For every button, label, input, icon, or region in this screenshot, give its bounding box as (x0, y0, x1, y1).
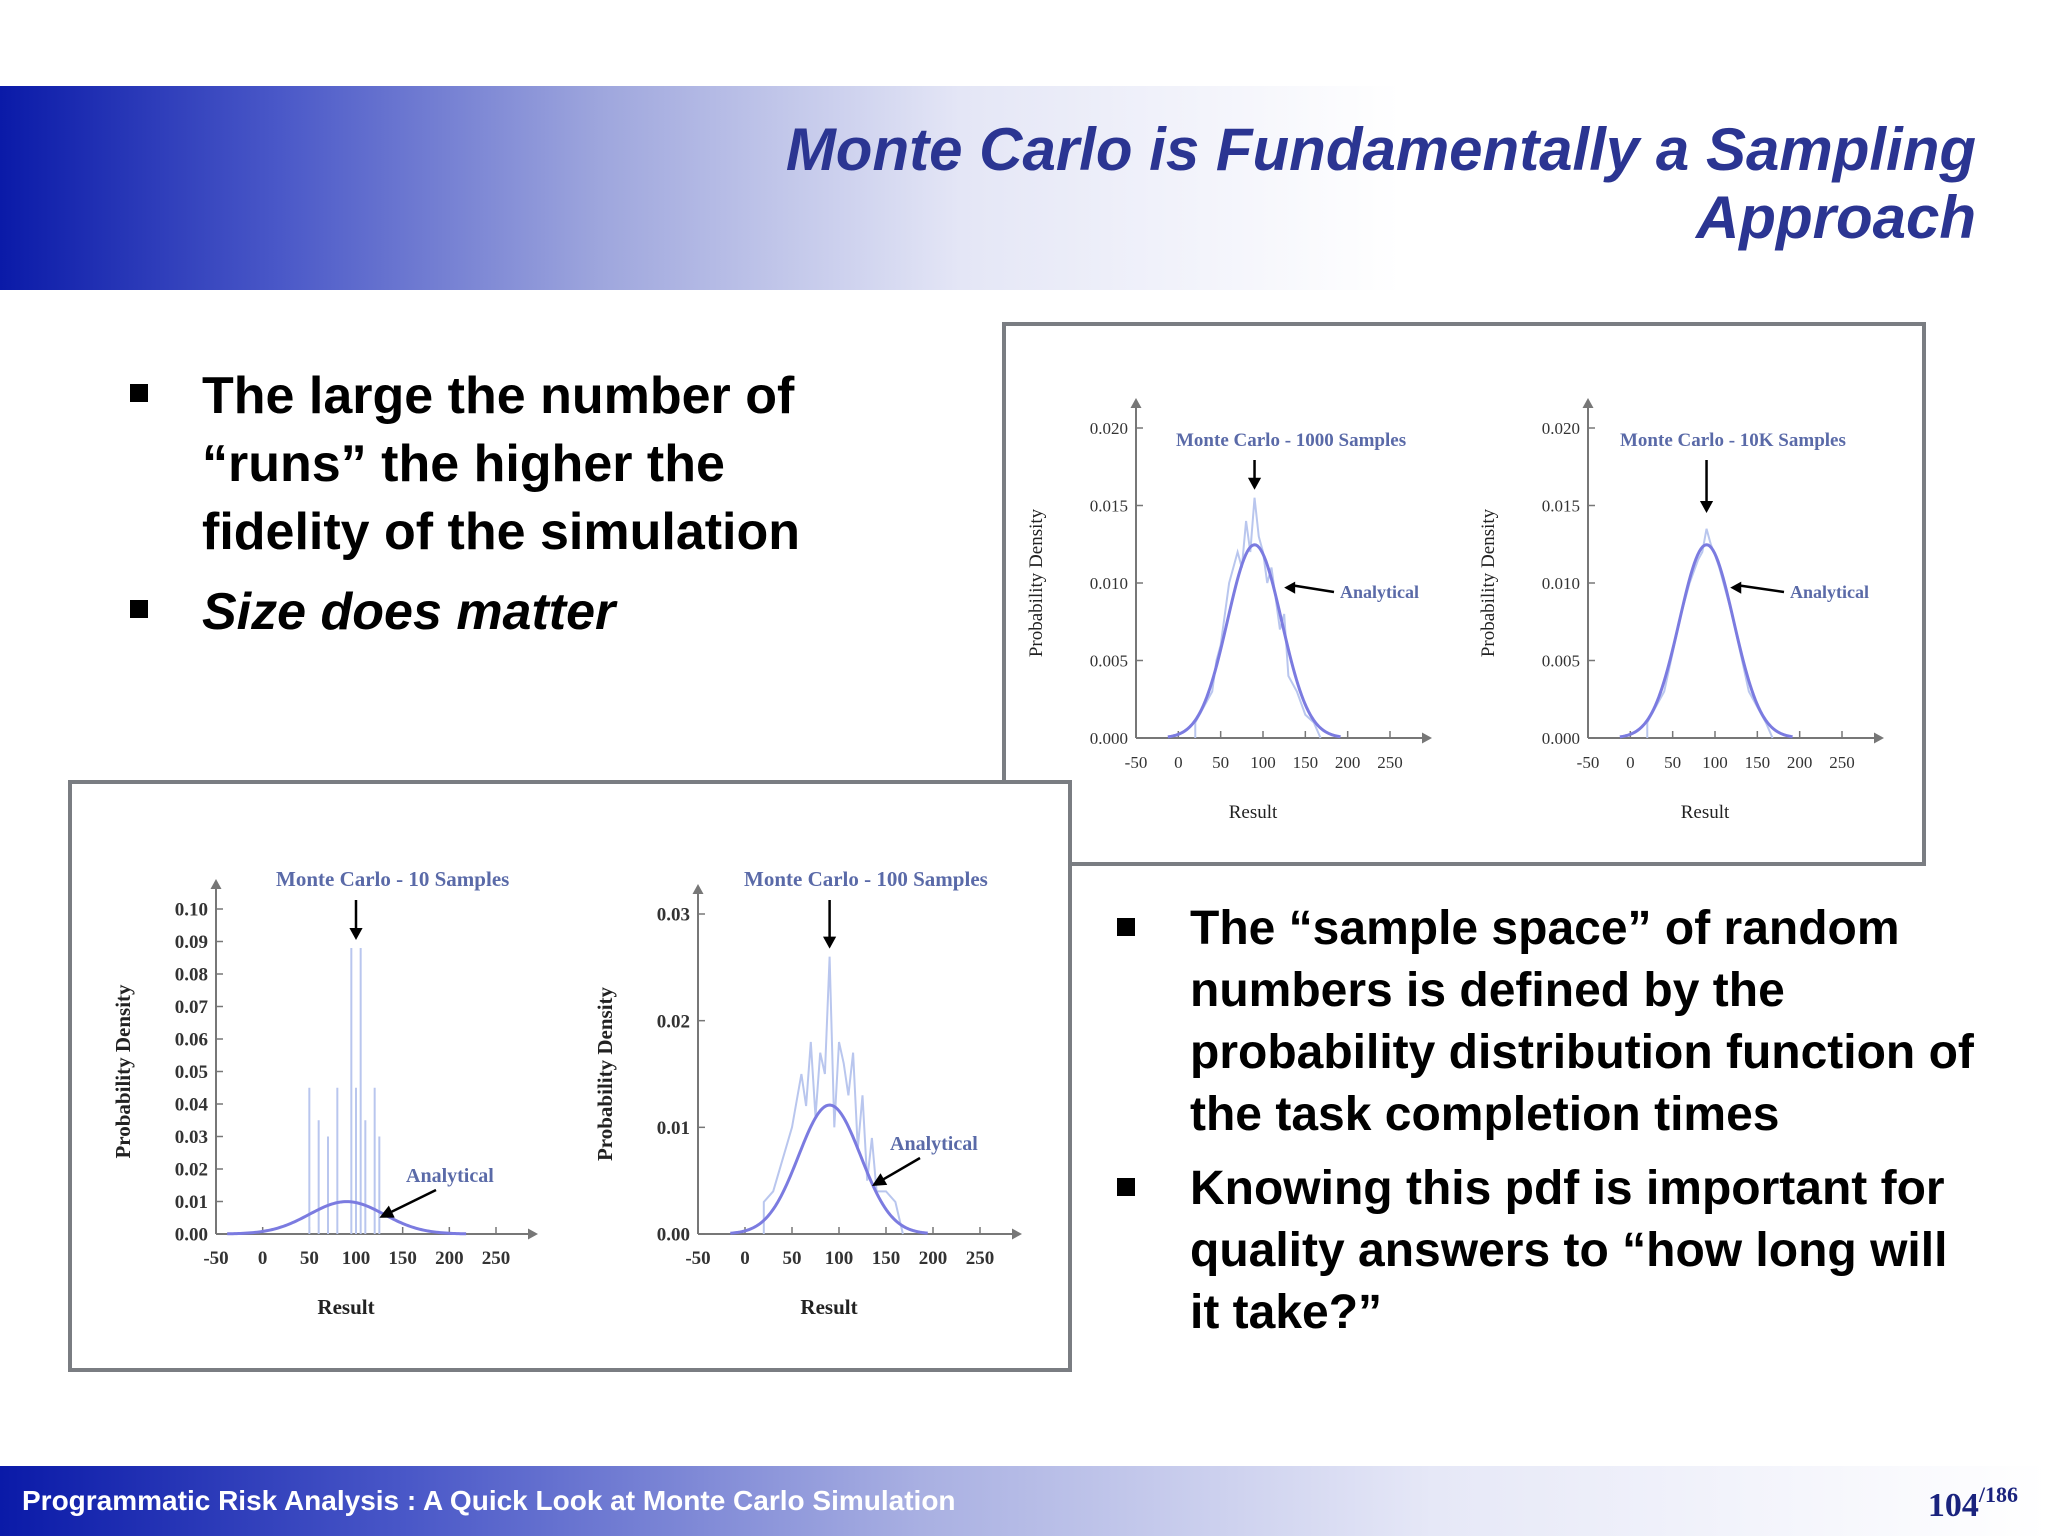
bullet-item (202, 578, 822, 646)
bullet-item (1190, 898, 1990, 1146)
chart-title: Monte Carlo - 10 Samples (276, 867, 510, 891)
y-tick-label: 0.05 (174, 1062, 208, 1084)
y-tick-label: 0.07 (174, 997, 208, 1019)
y-tick-label: 0.015 (1541, 496, 1580, 516)
bullet-text: The large the number of “runs” the higher the fidelity of the simulation (202, 367, 801, 561)
x-tick-label: 250 (481, 1248, 511, 1269)
chart (593, 867, 1022, 1319)
analytical-curve (1168, 545, 1341, 737)
y-tick-label: 0.04 (174, 1094, 208, 1116)
annotation-line (1294, 586, 1334, 592)
y-tick-label: 0.01 (174, 1192, 208, 1214)
y-tick-label: 0.09 (174, 932, 208, 954)
x-tick-label: 100 (341, 1248, 371, 1269)
x-tick-label: -50 (203, 1248, 229, 1269)
x-tick-label: 0 (740, 1248, 750, 1269)
y-tick-label: 0.00 (656, 1224, 690, 1246)
y-axis-arrow-icon (1131, 398, 1142, 408)
right-bullet-list (1190, 898, 1990, 1356)
chart-title: Monte Carlo - 10K Samples (1620, 430, 1846, 451)
y-tick-label: 0.00 (174, 1224, 208, 1246)
charts-1000-10k-samples (1006, 326, 1922, 862)
y-tick-label: 0.10 (174, 899, 208, 921)
y-tick-label: 0.000 (1089, 728, 1128, 748)
left-bullet-list (202, 362, 822, 658)
bullet-text: Size does matter (202, 583, 616, 641)
monte-carlo-trace (1647, 529, 1772, 738)
x-tick-label: 250 (965, 1248, 995, 1269)
slide-title: Monte Carlo is Fundamentally a Sampling Approach (785, 116, 1976, 251)
arrow-left-icon (1730, 582, 1741, 594)
analytical-label: Analytical (890, 1133, 978, 1155)
x-tick-label: 150 (871, 1248, 901, 1269)
y-tick-label: 0.020 (1089, 418, 1128, 438)
analytical-curve (1620, 545, 1793, 737)
bullet-text: The “sample space” of random numbers is defined by the probability distribution function of the task completion times (1190, 902, 1974, 1141)
bullet-square-icon (1117, 918, 1135, 936)
title-band (0, 86, 2000, 290)
figure-large-samples (1002, 322, 1926, 866)
arrow-down-icon (823, 937, 836, 949)
y-tick-label: 0.03 (174, 1127, 208, 1149)
charts-10-100-samples (72, 784, 1068, 1368)
x-tick-label: 50 (782, 1248, 802, 1269)
x-tick-label: 200 (918, 1248, 948, 1269)
monte-carlo-trace (764, 957, 903, 1234)
bullet-square-icon (1117, 1178, 1135, 1196)
annotation-line (1740, 586, 1784, 592)
x-axis-label: Result (800, 1295, 858, 1319)
figure-small-samples (68, 780, 1072, 1372)
y-tick-label: 0.01 (656, 1117, 690, 1139)
x-tick-label: 150 (388, 1248, 417, 1269)
y-tick-label: 0.015 (1089, 496, 1128, 516)
bullet-item (1190, 1158, 1990, 1344)
y-axis-arrow-icon (693, 884, 704, 894)
arrow-down-icon (349, 928, 362, 940)
footer-title: Programmatic Risk Analysis : A Quick Look at Monte Carlo Simulation (22, 1485, 956, 1516)
y-axis-label: Probability Density (593, 986, 617, 1162)
annotation-line (388, 1190, 436, 1213)
arrow-down-icon (1248, 478, 1261, 490)
y-axis-label: Probability Density (111, 984, 135, 1159)
page-current: 104 (1927, 1487, 1979, 1524)
x-axis-arrow-icon (1422, 733, 1432, 744)
y-axis-label: Probability Density (1478, 508, 1499, 658)
chart (1478, 398, 1884, 823)
bullet-item (202, 362, 822, 566)
x-tick-label: 200 (1334, 753, 1361, 772)
analytical-label: Analytical (406, 1165, 494, 1187)
monte-carlo-trace (309, 948, 379, 1234)
x-tick-label: -50 (685, 1248, 711, 1269)
x-tick-label: 100 (1250, 753, 1276, 772)
y-tick-label: 0.010 (1541, 573, 1580, 593)
y-tick-label: 0.000 (1541, 728, 1580, 748)
x-tick-label: -50 (1576, 753, 1600, 772)
y-axis-arrow-icon (1583, 398, 1594, 408)
chart-title: Monte Carlo - 100 Samples (744, 867, 988, 891)
monte-carlo-trace (1195, 498, 1320, 738)
analytical-label: Analytical (1340, 582, 1419, 602)
y-tick-label: 0.03 (656, 904, 690, 926)
y-tick-label: 0.06 (174, 1029, 208, 1051)
x-tick-label: 200 (1786, 753, 1813, 772)
x-tick-label: 50 (299, 1248, 319, 1269)
x-tick-label: 0 (257, 1248, 268, 1269)
x-axis-label: Result (317, 1295, 375, 1319)
y-tick-label: 0.08 (174, 964, 208, 986)
arrow-left-icon (1284, 582, 1295, 594)
footer-band (0, 1466, 2048, 1536)
x-tick-label: 250 (1829, 753, 1855, 772)
bullet-square-icon (130, 600, 148, 618)
chart (1026, 398, 1432, 823)
y-tick-label: 0.005 (1089, 651, 1128, 671)
x-axis-label: Result (1228, 802, 1278, 823)
x-tick-label: 0 (1174, 753, 1183, 772)
x-axis-arrow-icon (1012, 1229, 1022, 1240)
analytical-label: Analytical (1790, 582, 1869, 602)
bullet-text: Knowing this pdf is important for quality answers to “how long will it take?” (1190, 1162, 1948, 1339)
chart (111, 867, 538, 1319)
x-tick-label: 0 (1626, 753, 1635, 772)
y-tick-label: 0.02 (656, 1011, 690, 1033)
x-tick-label: 200 (435, 1248, 464, 1269)
y-tick-label: 0.010 (1089, 573, 1128, 593)
x-tick-label: 100 (1702, 753, 1728, 772)
x-tick-label: 150 (1292, 753, 1319, 772)
x-tick-label: -50 (1124, 753, 1148, 772)
y-tick-label: 0.005 (1541, 651, 1580, 671)
y-axis-label: Probability Density (1026, 508, 1047, 658)
arrow-down-icon (1700, 501, 1713, 513)
y-tick-label: 0.02 (174, 1159, 208, 1181)
x-axis-arrow-icon (528, 1229, 538, 1240)
page-number (1928, 1482, 2018, 1525)
y-axis-arrow-icon (211, 879, 222, 889)
y-tick-label: 0.020 (1541, 418, 1580, 438)
x-tick-label: 150 (1744, 753, 1771, 772)
x-axis-arrow-icon (1874, 733, 1884, 744)
x-tick-label: 50 (1664, 753, 1682, 772)
annotation-line (881, 1158, 920, 1181)
x-tick-label: 100 (824, 1248, 854, 1269)
x-axis-label: Result (1680, 802, 1730, 823)
bullet-square-icon (130, 384, 148, 402)
x-tick-label: 50 (1212, 753, 1230, 772)
chart-title: Monte Carlo - 1000 Samples (1176, 430, 1407, 451)
x-tick-label: 250 (1377, 753, 1403, 772)
page-total: /186 (1978, 1482, 2018, 1507)
